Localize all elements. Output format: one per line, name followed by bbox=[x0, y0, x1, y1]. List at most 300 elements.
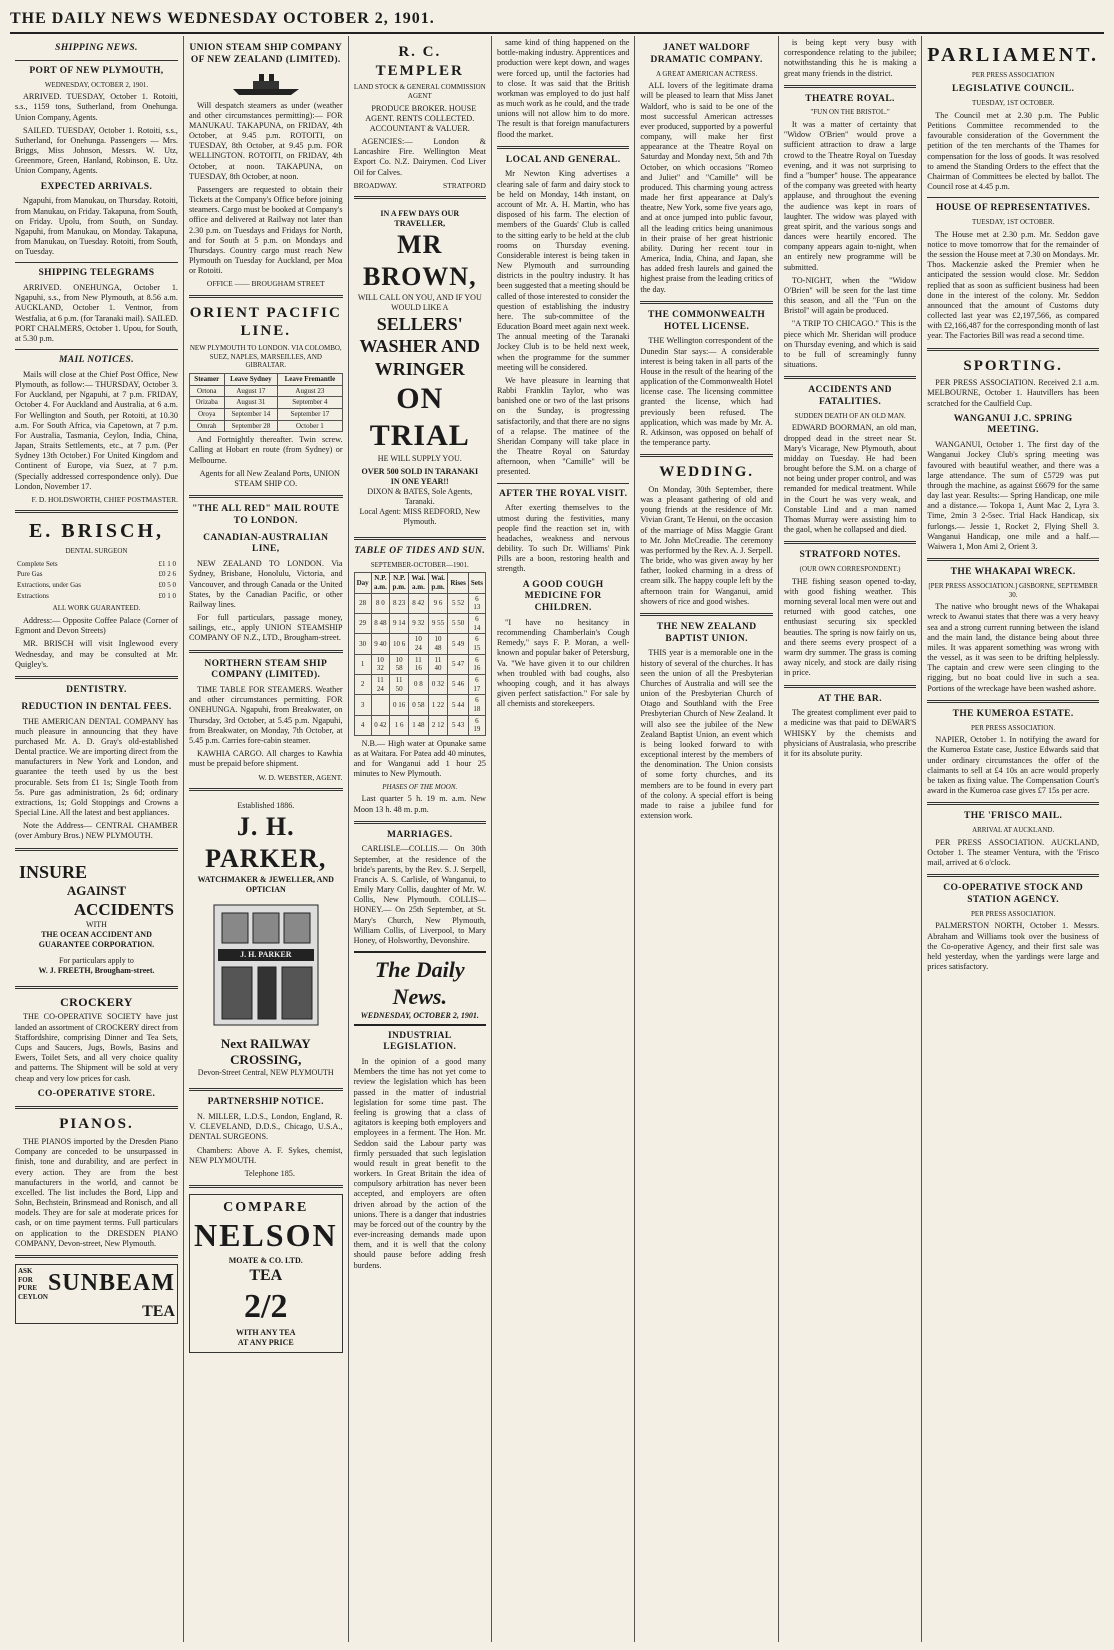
table-cell: 5 49 bbox=[448, 634, 469, 654]
table-cell: 6 19 bbox=[468, 715, 485, 735]
table-cell: 5 43 bbox=[448, 715, 469, 735]
table-cell: September 28 bbox=[224, 420, 278, 432]
divider bbox=[189, 295, 343, 298]
table-cell: Omrah bbox=[189, 420, 224, 432]
sporting-heading: SPORTING. bbox=[963, 357, 1063, 374]
cough-medicine-heading: A GOOD COUGH MEDICINE FOR CHILDREN. bbox=[522, 579, 604, 614]
partnership-chambers: Chambers: Above A. F. Sykes, chemist, NEW PLYMOUTH. bbox=[188, 1145, 343, 1165]
column-5 bbox=[635, 36, 778, 1642]
table-cell: Orizaba bbox=[189, 397, 224, 409]
parliament-heading: PARLIAMENT. bbox=[927, 44, 1099, 66]
table-row bbox=[354, 695, 485, 715]
sunbeam-tea-ad bbox=[15, 1264, 178, 1325]
local-general-heading: LOCAL AND GENERAL. bbox=[505, 154, 621, 165]
table-row bbox=[354, 613, 485, 633]
dixon-bates: DIXON & BATES, Sole Agents, Taranaki. bbox=[367, 487, 473, 507]
frisco-mail-subtitle: ARRIVAL AT AUCKLAND. bbox=[972, 826, 1055, 835]
table-cell: 8 23 bbox=[390, 593, 409, 613]
tides-column-header: Rises bbox=[448, 573, 469, 593]
insure-text: INSURE bbox=[19, 861, 88, 882]
table-cell: 1 48 bbox=[409, 715, 429, 735]
sailed-text: SAILED. TUESDAY, October 1. Rotoiti, s.s., Sutherland, for Onehunga. Passengers — Mrs. Briggs, Miss Johnson, Messrs. W. Utz, Greenmore, Green, Hanland, Robinson, E. Utz. Union Company, Agents. bbox=[15, 125, 178, 176]
all-red-heading: "THE ALL RED" MAIL ROUTE TO LONDON. bbox=[192, 504, 340, 526]
port-date: WEDNESDAY, OCTOBER 2, 1901. bbox=[44, 80, 149, 89]
editorial-continued: same kind of thing happened on the bottle-making industry. Apprentices and production were kept down, and wages were forced up, until the factories had to close. It was said that the British workman was employed to do just half as much work as he could, and the trade unions will not allow him to do more. The result is that foreign manufacturers flood the market. bbox=[496, 38, 630, 139]
northern-agent: W. D. WEBSTER, AGENT. bbox=[258, 772, 343, 782]
divider bbox=[15, 262, 178, 263]
divider bbox=[640, 454, 772, 457]
broadway-text: BROADWAY. bbox=[353, 180, 398, 190]
divider bbox=[189, 788, 343, 791]
stratford-notes-text: THE fishing season opened to-day, with good fishing weather. This morning several local men were out and returned with good catches, one enthusiast securing six speckled beauties. The spring is now fairly on us, and there seems every prospect of a warm dry summer. The grass is coming away nicely, and stock are daily rising in price. bbox=[783, 576, 917, 678]
american-dental-text: THE AMERICAN DENTAL COMPANY has much pleasure in announcing that they have purchased Mr. A. D. Gray's old-established Dental practice. We are importing direct from the manufacturers in New York and London, and guarantee the teeth used by us the best procurable. Sets from £1 1s; Single Tooth from 5s. Pure gas administration, 2s 6d; ordinary extractions, 1s; Gold Stoppings and Crowns a Special Line. All the latest and best appliances. bbox=[15, 716, 178, 818]
divider bbox=[15, 60, 178, 61]
table-cell: 0 32 bbox=[428, 674, 448, 694]
table-row bbox=[354, 654, 485, 674]
union-steam-ship-heading: UNION STEAM SHIP COMPANY OF NEW ZEALAND (LIMITED). bbox=[189, 43, 343, 65]
divider bbox=[927, 348, 1099, 351]
northern-timetable: TIME TABLE FOR STEAMERS. Weather and other circumstances permitting. FOR ONEHUNGA. Ngapuhi, from Breakwater, on Thursday, 3rd October, at 5.45 p.m. Ngapuhi, from Breakwater, on Monday, 7th October, at 5.45 p.m. Carries fore-cabin steamer. bbox=[188, 685, 343, 745]
orient-line-heading: ORIENT PACIFIC LINE. bbox=[189, 304, 342, 340]
sunbeam-ceylon-text: PURE CEYLON bbox=[18, 1284, 48, 1301]
parker-street: Devon-Street Central, NEW PLYMOUTH bbox=[197, 1068, 334, 1078]
local-general-text-2: We have pleasure in learning that Rabbi Franklin Taylor, who was banished one or two of the last prisons on the Sunday, is progressing satisfactorily, and that there are no signs of a relapse. The matinee of the Sheridan Company will take place in the Theatre Royal on Saturday afternoon, when "Camille" will be presented. bbox=[496, 375, 630, 477]
nelson-compare: COMPARE bbox=[223, 1200, 309, 1216]
table-cell: 28 bbox=[354, 593, 371, 613]
parker-subtitle: WATCHMAKER & JEWELLER, AND OPTICIAN bbox=[197, 875, 334, 895]
masthead bbox=[10, 6, 1104, 34]
price-row bbox=[15, 569, 178, 580]
brown-intro: IN A FEW DAYS OUR TRAVELLER, bbox=[380, 209, 460, 228]
union-office: OFFICE —— BROUGHAM STREET bbox=[206, 279, 325, 289]
table-cell: 0 58 bbox=[409, 695, 429, 715]
pianos-text: THE PIANOS imported by the Dresden Piano Company are conceded to be unsurpassed in finish, tone and durability, and are perfect in every action. They are from the best manufacturers in the world, and cannot be excelled. The list includes the Bord, Lipp and Sohn, Bechstein, Brinsmead and Ronisch, and all models. They are for sale at moderate prices for cash, or on time payment terms. Full particulars on application to the DRESDEN PIANO COMPANY, Devon-street, New Plymouth. bbox=[15, 1137, 178, 1248]
table-cell: 11 24 bbox=[371, 674, 390, 694]
table-cell: 6 14 bbox=[468, 613, 485, 633]
table-cell: 29 bbox=[354, 613, 371, 633]
table-cell: 8 0 bbox=[371, 593, 390, 613]
reduction-heading: REDUCTION IN DENTAL FEES. bbox=[21, 701, 172, 712]
table-cell: 10 24 bbox=[409, 634, 429, 654]
theatre-royal-subtitle: "FUN ON THE BRISTOL." bbox=[810, 108, 890, 117]
accidents-text: EDWARD BOORMAN, an old man, dropped dead in the street near St. Mary's Vicarage, New Plymouth, about midday on Tuesday. He had been brought before the S.M. on a charge of not being under proper control, and was remanded for medical treatment. While in the Court he was very weak, and Constable Lind and a man named Thomas Murray were assisting him to the gaol, when he collapsed and died. bbox=[783, 423, 917, 535]
after-royal-visit-heading: AFTER THE ROYAL VISIT. bbox=[499, 488, 628, 499]
table-row bbox=[189, 385, 342, 397]
mail-notices-heading: MAIL NOTICES. bbox=[58, 355, 135, 366]
divider bbox=[927, 874, 1099, 877]
divider bbox=[15, 1255, 178, 1258]
parker-storefront bbox=[206, 899, 326, 1032]
freeth-agent: W. J. FREETH, Brougham-street. bbox=[38, 965, 155, 975]
price-item: Extractions, under Gas bbox=[17, 581, 81, 590]
stratford-notes-heading: STRATFORD NOTES. bbox=[799, 550, 901, 561]
whakapai-wreck-heading: THE WHAKAPAI WRECK. bbox=[950, 567, 1076, 578]
guaranteed-text: ALL WORK GUARANTEED. bbox=[52, 604, 141, 613]
table-cell: 30 bbox=[354, 634, 371, 654]
divider bbox=[15, 676, 178, 679]
price-value: £1 1 0 bbox=[158, 559, 176, 568]
sellers-washer: SELLERS' WASHER AND WRINGER bbox=[359, 314, 481, 379]
accidents-heading: ACCIDENTS AND FATALITIES. bbox=[808, 385, 892, 408]
table-cell: 8 48 bbox=[371, 613, 390, 633]
tides-month: SEPTEMBER-OCTOBER—1901. bbox=[370, 560, 469, 569]
legislative-council-date: TUESDAY, 1ST OCTOBER. bbox=[972, 99, 1055, 108]
american-dental-address: Note the Address— CENTRAL CHAMBER (over Ambury Bros.) NEW PLYMOUTH. bbox=[15, 821, 178, 841]
partnership-telephone: Telephone 185. bbox=[244, 1168, 295, 1178]
price-row bbox=[15, 591, 178, 602]
tides-column-header: N.P. p.m. bbox=[390, 573, 409, 593]
divider bbox=[15, 848, 178, 851]
canadian-notes: For full particulars, passage money, sailings, etc., apply UNION STEAMSHIP COMPANY OF N.Z., LTD., Brougham-street. bbox=[188, 613, 343, 643]
shipping-news-heading: SHIPPING NEWS. bbox=[55, 43, 138, 53]
table-cell: 9 55 bbox=[428, 613, 448, 633]
port-heading: PORT OF NEW PLYMOUTH, bbox=[29, 65, 164, 76]
table-cell: September 17 bbox=[278, 408, 342, 420]
shipping-telegrams-text: ARRIVED. ONEHUNGA, October 1. Ngapuhi, s.s., from New Plymouth, at 8.56 a.m. AUCKLAND, October 1. Ventnor, from Westfalia, at 6 p.m. (for Taranaki mail). SAILED. PORT CHALMERS, October 1. Upou, for South, at 5.30 p.m. bbox=[15, 283, 178, 343]
parker-ad bbox=[189, 797, 343, 1082]
accidents-text: ACCIDENTS bbox=[73, 900, 174, 919]
janet-waldorf-text: ALL lovers of the legitimate drama will be pleased to learn that Miss Janet Waldorf, who is said to be one of the most successful American actresses ever produced, supported by a powerful company, will make her first appearance at the Theatre Royal on Saturday and Monday next, 5th and 7th October, on which occasions "Romeo and Juliet" and "Camille" will be produced. This charming young actress made her first appearance at Daly's theatre, New York, some five years ago, and at once jumped into public favour, all the leading critics being unanimous in their praise of her great histrionic ability. During her recent tour in America, India, China, and Japan, she has added fresh laurels and gained the highest praise from the leading critics of the day. bbox=[640, 81, 773, 294]
house-representatives-date: TUESDAY, 1ST OCTOBER. bbox=[972, 218, 1055, 227]
coop-agency-text: PALMERSTON NORTH, October 1. Messrs. Abraham and Williams took over the business of the Co-operative Agency, and their first sale was held yesterday, when the yardings were large and prices satisfactory. bbox=[927, 921, 1099, 972]
wanganui-meeting-text: WANGANUI, October 1. The first day of the Wanganui Jockey Club's spring meeting was favoured with beautiful weather, and there was a large attendance. The sum of £5729 was put through the machine, as against £6679 for the same day last year. Results:— Spring Handicap, one mile and a distance.— Tokopa 1, Aunt Mac 2, Lyra 3. Time, 2min 3 2-5sec. Trial Hack Handicap, six furlongs.— Jessie 1, Rocket 2, Flying Shell 3. Wanganui Handicap, one mile and a half.— Waiwera 1, Mon Ami 2, Orient 3. bbox=[927, 440, 1099, 551]
table-row bbox=[189, 408, 342, 420]
mail-notices-text: Mails will close at the Chief Post Office, New Plymouth, as follow:— THURSDAY, October 3. For Auckland, per Ngapuhi, at 7 p.m. FRIDAY, October 4. For Auckland and Australia, at 6 a.m. For Wellington and South, per Rotoiti, at 10.30 a.m. For South Africa, via Capetown, at 7 p.m. For Australia, Tasmania, Ceylon, India, China, Japan, Straits Settlements, etc., at 7 p.m. (Per Sydney 13th October.) For United Kingdom and Continent of Europe, via Suez, at 7 p.m. (Specially addressed correspondence only). Due London, November 17. bbox=[15, 369, 178, 491]
janet-waldorf-heading: JANET WALDORF DRAMATIC COMPANY. bbox=[650, 43, 763, 65]
divider bbox=[15, 1106, 178, 1109]
divider bbox=[354, 537, 486, 540]
theatre-royal-heading: THEATRE ROYAL. bbox=[805, 93, 895, 104]
tides-column-header: Sets bbox=[468, 573, 485, 593]
table-cell: 6 13 bbox=[468, 593, 485, 613]
orient-route: NEW PLYMOUTH TO LONDON. VIA COLOMBO, SUEZ, NAPLES, MARSEILLES, AND GIBRALTAR. bbox=[189, 343, 342, 370]
kumeroa-estate-subtitle: PER PRESS ASSOCIATION. bbox=[971, 723, 1056, 732]
table-cell: August 31 bbox=[224, 397, 278, 409]
marriages-text: CARLISLE—COLLIS.— On 30th September, at the residence of the bride's parents, by the Rev. S. J. Serpell, Francis A. S. Carlisle, of Wanganui, to Emily Mary Collis, daughter of Mr. W. Collis, New Plymouth. COLLIS—HONEY.— On 25th September, at St. Mary's Church, New Plymouth, William Collis, of Liverpool, to Mary Honey, of Holsworthy, Devonshire. bbox=[353, 844, 486, 945]
table-cell: 10 48 bbox=[428, 634, 448, 654]
orient-sailing-table bbox=[189, 373, 343, 432]
kumeroa-estate-text: NAPIER, October 1. In notifying the award for the Kumeroa Estate case, Justice Edwards said that under ordinary circumstances the offer of the claimants to sell at £4 10s an acre would properly be taken as fixing value. The Compensation Court's award in the Kumeroa case gives £7 15s per acre. bbox=[927, 735, 1099, 796]
crockery-text: THE CO-OPERATIVE SOCIETY have just landed an assortment of CROCKERY direct from Staffordshire, comprising Dinner and Tea Sets, Cups and Saucers, Jugs, Bowls, Basins and Ewers, Toilet Sets, and all very choice quality and patterns. The Shipment will be sold at very cheap and very low prices for cash. bbox=[15, 1012, 178, 1083]
theatre-royal-text: It was a matter of certainty that "Widow O'Brien" would prove a sufficient attraction to draw a large crowd to the Theatre Royal on Tuesday evening, and it was not surprising to find a "bumper" house. The appearance of the company was greeted with hearty applause, and throughout the evening the audience was kept in roars of laughter. The widow was played with great spirit, and the various songs and dances were heartily encored. The company appears again to-night, when an entirely new programme will be submitted. bbox=[783, 120, 917, 272]
expected-arrivals-text: Ngapuhi, from Manukau, on Thursday. Rotoiti, from Manukau, on Friday. Takapuna, from South, on Friday. Upolu, from South, on Sunday. Ngapuhi, from Manukau, on Monday. Takapuna, from Manukau, on Tuesday. Rotoiti, from South, on Tuesday. bbox=[15, 196, 178, 257]
nelson-tea-word: TEA bbox=[249, 1267, 283, 1285]
tides-note: N.B.— High water at Opunake same as at Waitara. For Patea add 40 minutes, and for Wanganui add 1 hour 25 minutes to New Plymouth. bbox=[353, 738, 486, 779]
table-cell: 0 42 bbox=[371, 715, 390, 735]
coop-store-name: CO-OPERATIVE STORE. bbox=[37, 1088, 156, 1099]
price-row bbox=[15, 580, 178, 591]
table-cell: 1 bbox=[354, 654, 371, 674]
price-item: Complete Sets bbox=[17, 559, 58, 568]
commonwealth-hotel-heading: THE COMMONWEALTH HOTEL LICENSE. bbox=[648, 309, 766, 332]
wedding-heading: WEDDING. bbox=[659, 464, 755, 481]
continued-text: is being kept very busy with correspondence relating to the jubilee; notwithstanding this he is making a great many friends in the district. bbox=[783, 38, 917, 78]
table-cell: 9 32 bbox=[409, 613, 429, 633]
baptist-union-text: THIS year is a memorable one in the history of several of the churches. It has seen the union of all the Presbyterian Churches of Australia and will see the union of the Presbyterian Church of Otago and Southland with the Free Presbyterian Church of New Zealand. It will also see the jubilee of the New Zealand Baptist Union, an event which is being looked forward to with exceptional interest by the members of the denomination. The Union consists of some forty churches, and its members are to be found in every part of the colony. A special effort is being made to raise a jubilee fund for extension work. bbox=[640, 648, 773, 821]
divider bbox=[784, 685, 916, 688]
table-cell: 11 16 bbox=[409, 654, 429, 674]
divider bbox=[497, 483, 629, 484]
ocean-corporation: THE OCEAN ACCIDENT AND GUARANTEE CORPORATION. bbox=[38, 929, 155, 949]
divider bbox=[189, 1088, 343, 1091]
templer-agencies: AGENCIES:— London & Lancashire Fire. Wellington Meat Export Co. N.Z. Dairymen. Cod Liver Oil for Calves. bbox=[353, 137, 486, 177]
masthead-title: THE DAILY NEWS WEDNESDAY OCTOBER 2, 1901. bbox=[10, 10, 435, 27]
table-cell: August 17 bbox=[224, 385, 278, 397]
divider bbox=[927, 558, 1099, 561]
nelson-any-price: AT ANY PRICE bbox=[237, 1337, 294, 1347]
table-row bbox=[354, 634, 485, 654]
brisch-subtitle: DENTAL SURGEON bbox=[65, 547, 128, 556]
tides-column-header: Day bbox=[354, 573, 371, 593]
nelson-price: 2/2 bbox=[244, 1287, 288, 1325]
whakapai-wreck-subtitle: [PER PRESS ASSOCIATION.] GISBORNE, SEPTEMBER 30. bbox=[928, 581, 1098, 599]
moon-heading: PHASES OF THE MOON. bbox=[382, 782, 458, 791]
table-cell: 9 6 bbox=[428, 593, 448, 613]
legislative-council-heading: LEGISLATIVE COUNCIL. bbox=[951, 84, 1075, 95]
at-the-bar-heading: AT THE BAR. bbox=[818, 693, 882, 704]
dental-price-list bbox=[15, 559, 178, 602]
divider bbox=[927, 197, 1099, 198]
table-cell: Oroya bbox=[189, 408, 224, 420]
templer-name: R. C. TEMPLER bbox=[375, 44, 464, 79]
orient-column-header: Leave Sydney bbox=[224, 373, 278, 385]
sellers-washer-ad bbox=[354, 205, 486, 531]
storefront-illustration-icon bbox=[206, 899, 326, 1029]
nelson-company: MOATE & CO. LTD. bbox=[228, 1256, 303, 1266]
industrial-text: In the opinion of a good many Members the time has not yet come to review the legislation which has been passed in the matter of industrial legislation for some time past. The feeling is growing that a class of agitators is keeping both employers and employees in a ferment. The Hon. Mr. Seddon said the Labour party was firmly persuaded that such legislation would result in great benefit to the workers. In Great Britain the idea of compulsory arbitration has never been accepted, and employers are often driven abroad by the action of the unions. There is a danger that industries may be forced out of the country by the ever-increasing demands made upon them, and it is well that the colony should pause before adding fresh burdens. bbox=[353, 1057, 486, 1270]
tides-column-header: N.P. a.m. bbox=[371, 573, 390, 593]
dentistry-heading: DENTISTRY. bbox=[66, 684, 127, 695]
stratford-text: STRATFORD bbox=[443, 180, 486, 190]
expected-arrivals-heading: EXPECTED ARRIVALS. bbox=[40, 181, 153, 192]
table-row bbox=[354, 593, 485, 613]
tides-table bbox=[354, 572, 486, 736]
divider bbox=[927, 802, 1099, 805]
divider bbox=[640, 301, 772, 304]
sunbeam-tea-word: TEA bbox=[142, 1302, 175, 1320]
accidents-subtitle: SUDDEN DEATH OF AN OLD MAN. bbox=[794, 411, 906, 420]
northern-steam-heading: NORTHERN STEAM SHIP COMPANY (LIMITED). bbox=[204, 658, 328, 681]
table-cell: 6 16 bbox=[468, 654, 485, 674]
brisch-address: Address:— Opposite Coffee Palace (Corner of Egmont and Devon Streets) bbox=[15, 616, 178, 636]
partnership-heading: PARTNERSHIP NOTICE. bbox=[207, 1097, 324, 1108]
divider bbox=[354, 196, 486, 199]
canadian-route: NEW ZEALAND TO LONDON. Via Sydney, Brisbane, Honolulu, Victoria, and Vancouver, and through Canada or the United States, by the Canadian Pacific, or other Railway lines. bbox=[188, 559, 343, 609]
caulfield-cup-text: PER PRESS ASSOCIATION. Received 2.1 a.m. MELBOURNE, October 1. Hautvillers has been scratched for the Caulfield Cup. bbox=[927, 378, 1099, 408]
table-cell: Ortona bbox=[189, 385, 224, 397]
table-cell: 5 50 bbox=[448, 613, 469, 633]
brisch-note: MR. BRISCH will visit Inglewood every Wednesday, and may be consulted at Mr. Quigley's. bbox=[15, 639, 178, 669]
orient-notes: And Fortnightly thereafter. Twin screw. Calling at Hobart en route (from Sydney) or Melbourne. bbox=[188, 435, 343, 465]
stratford-notes-subtitle: (OUR OWN CORRESPONDENT.) bbox=[799, 565, 901, 574]
table-cell: October 1 bbox=[278, 420, 342, 432]
table-cell: 4 bbox=[354, 715, 371, 735]
local-agent: Local Agent: MISS REDFORD, New Plymouth. bbox=[359, 506, 481, 526]
table-cell: 5 47 bbox=[448, 654, 469, 674]
steamship-icon bbox=[231, 71, 301, 97]
column-1 bbox=[10, 36, 184, 1642]
pianos-heading: PIANOS. bbox=[59, 1116, 134, 1133]
parker-established: Established 1886. bbox=[237, 800, 295, 810]
table-cell: August 23 bbox=[278, 385, 342, 397]
table-cell: September 14 bbox=[224, 408, 278, 420]
wedding-text: On Monday, 30th September, there was a pleasant gathering of old and young friends at the residence of Mr. Vivian Grant, Te Henui, on the occasion of the marriage of Miss Maggie Grant to Mr. John McCreadie. The ceremony was performed by the Rev. A. J. Serpell. The bride, who was given away by her father, looked charming in a dress of cream silk. The happy couple left by the afternoon train for Wanganui, amid showers of rice and good wishes. bbox=[640, 484, 773, 606]
house-representatives-text: The House met at 2.30 p.m. Mr. Seddon gave notice to move tomorrow that for the remainder of the session the House meet at 7.30 on Mondays. Mr. Thos. Mackenzie asked the Premier when he anticipated the session would close. Mr. Seddon replied that as soon as sufficient business had been done in the interest of the colony. Mr. Seddon announced that the amount of Customs duty collected last year was £2,197,566, as compared with £2,166,487 for the corresponding month of last year. The Factories Bill was read a second time. bbox=[927, 229, 1099, 341]
table-cell: 2 12 bbox=[428, 715, 448, 735]
at-the-bar-text: The greatest compliment ever paid to a medicine was that paid to DEWAR'S WHISKY by the chemists and physicians of Australasia, who prescribe it for its absolute purity. bbox=[783, 708, 917, 758]
commonwealth-hotel-text: THE Wellington correspondent of the Dunedin Star says:— A considerable interest is being taken in all parts of the House in the result of the hearing of the application of the Commonwealth Hotel license case. The licensing committee granted the license, which had previously been refused. The application, which was made by Mr. A. R. Atkinson, was opposed on behalf of the temperance party. bbox=[640, 336, 773, 448]
divider bbox=[189, 1185, 343, 1188]
local-general-text: Mr Newton King advertises a clearing sale of farm and dairy stock to be held on Monday, 14th instant, on account of Mr. A. H. Martin, who has disposed of his farm. The election of members of the Guards' Club is called to the sitting early to be held at the club rooms on Thursday evening. Considerable interest is being taken in New Plymouth and surrounding districts in the poultry industry. It has been suggested that a meeting should be called of those interested to consider the question of establishing the industry here. The sub-committee of the Education Board meet again next week. The annual meeting of the Taranaki Jockey Club is to be held next week, when the programme for the summer meeting will be considered. bbox=[496, 169, 630, 372]
particulars-text: For particulars apply to bbox=[59, 955, 134, 965]
frisco-mail-text: PER PRESS ASSOCIATION. AUCKLAND, October 1. The steamer Ventura, with the 'Frisco mail, arrived at 6 o'clock. bbox=[927, 837, 1099, 868]
nelson-any-tea: WITH ANY TEA bbox=[235, 1328, 296, 1338]
over-500-sold: OVER 500 SOLD IN TARANAKI IN ONE YEAR!! bbox=[361, 467, 479, 487]
after-royal-visit-text: After exerting themselves to the utmost during the festivities, many people find the reaction set in, with headaches, weakness and nervous debility. To such Dr. Williams' Pink Pills are a boon, restoring health and strength. bbox=[496, 503, 630, 574]
column-2 bbox=[184, 36, 349, 1642]
parker-name: J. H. PARKER, bbox=[205, 811, 327, 873]
baptist-union-heading: THE NEW ZEALAND BAPTIST UNION. bbox=[656, 621, 757, 644]
table-cell: 0 8 bbox=[409, 674, 429, 694]
table-cell: 8 42 bbox=[409, 593, 429, 613]
frisco-mail-heading: THE 'FRISCO MAIL. bbox=[963, 811, 1063, 822]
cough-medicine-text: "I have no hesitancy in recommending Chamberlain's Cough Remedy," says F. P. Moran, a well-known and popular baker of Petersburg, Va. "We have given it to our children when troubled with bad coughs, also whooping cough, and it has always given perfect satisfaction." For sale by all chemists and storekeepers. bbox=[496, 617, 630, 709]
moon-phases: Last quarter 5 h. 19 m. a.m. New Moon 13 h. 48 m. p.m. bbox=[353, 794, 486, 814]
price-value: £0 2 6 bbox=[158, 570, 176, 579]
column-6 bbox=[779, 36, 922, 1642]
union-notes: Passengers are requested to obtain their Tickets at the Company's Office before joining steamers. Cargo must be booked at Company's office and delivered at Railway not later than 2.30 p.m. on Tuesdays and Fridays for North, and for South at 5 p.m. on Mondays and Thursdays. Country cargo must reach New Plymouth on Tuesday for Auckland, per Moa or Rotoiti. bbox=[188, 184, 343, 276]
table-row bbox=[354, 674, 485, 694]
templer-location bbox=[354, 181, 486, 190]
daily-news-logo bbox=[354, 951, 486, 1025]
table-row bbox=[189, 397, 342, 409]
trip-chicago-text: "A TRIP TO CHICAGO." This is the piece which Mr. Sheridan will produce on Thursday evening, and which is said to be full of screamingly funny situations. bbox=[783, 319, 917, 370]
kumeroa-estate-heading: THE KUMEROA ESTATE. bbox=[952, 708, 1074, 719]
insurance-ad bbox=[15, 857, 178, 980]
tides-heading: TABLE OF TIDES AND SUN. bbox=[354, 545, 486, 556]
tides-column-header: Wai. p.m. bbox=[428, 573, 448, 593]
divider bbox=[784, 376, 916, 379]
table-cell: 9 40 bbox=[371, 634, 390, 654]
table-cell: 11 40 bbox=[428, 654, 448, 674]
column-4 bbox=[492, 36, 635, 1642]
table-cell: 10 32 bbox=[371, 654, 390, 674]
against-text: AGAINST bbox=[66, 882, 127, 898]
tonight-text: TO-NIGHT, when the "Widow O'Brien" will be seen for the last time this season, and all the "Fun on the Bristol" will again be produced. bbox=[783, 275, 917, 316]
table-cell: 5 46 bbox=[448, 674, 469, 694]
newspaper-columns bbox=[10, 36, 1104, 1642]
table-cell: 1 6 bbox=[390, 715, 409, 735]
table-cell: 2 bbox=[354, 674, 371, 694]
will-supply: HE WILL SUPPLY YOU. bbox=[377, 454, 462, 464]
coop-agency-subtitle: PER PRESS ASSOCIATION. bbox=[971, 909, 1056, 918]
divider bbox=[15, 349, 178, 350]
divider bbox=[497, 146, 629, 149]
table-cell: 5 44 bbox=[448, 695, 469, 715]
industrial-heading: INDUSTRIAL LEGISLATION. bbox=[383, 1030, 457, 1053]
legislative-council-text: The Council met at 2.30 p.m. The Public Petitions Committee recommended to the favourable consideration of the Government the petition of the ten merchants of the Thames for compensation for the loss of goods. It was resolved to amend the Standing Orders to the effect that the Chairman of Committees be elected by ballot. The Council rose at 4.45 p.m. bbox=[927, 110, 1099, 192]
house-representatives-heading: HOUSE OF REPRESENTATIVES. bbox=[936, 203, 1091, 214]
brown-will-call: WILL CALL ON YOU, AND IF YOU WOULD LIKE A bbox=[357, 293, 482, 313]
divider bbox=[189, 650, 343, 653]
orient-agents: Agents for all New Zealand Ports, UNION STEAM SHIP CO. bbox=[199, 468, 340, 488]
parker-store-sign: J. H. PARKER bbox=[240, 950, 292, 959]
arrived-text: ARRIVED. TUESDAY, October 1. Rotoiti, s.s., 1159 tons, Sutherland, from Onehunga. Union Company, Agents. bbox=[15, 92, 178, 122]
divider bbox=[784, 541, 916, 544]
sunbeam-ask-text: ASK FOR bbox=[18, 1266, 33, 1284]
column-3 bbox=[349, 36, 492, 1642]
price-row bbox=[15, 559, 178, 570]
table-cell: 10 58 bbox=[390, 654, 409, 674]
price-item: Pure Gas bbox=[17, 570, 43, 579]
coop-agency-heading: CO-OPERATIVE STOCK AND STATION AGENCY. bbox=[943, 883, 1084, 905]
divider bbox=[784, 85, 916, 88]
with-text: WITH bbox=[86, 920, 107, 930]
daily-news-title: The Daily News. bbox=[374, 957, 465, 1010]
table-cell: 0 16 bbox=[390, 695, 409, 715]
table-cell: 10 6 bbox=[390, 634, 409, 654]
table-row bbox=[354, 715, 485, 735]
table-cell: 6 15 bbox=[468, 634, 485, 654]
price-value: £0 1 0 bbox=[158, 591, 176, 600]
column-7 bbox=[922, 36, 1104, 1642]
nelson-tea-ad bbox=[189, 1194, 343, 1353]
shipping-telegrams-heading: SHIPPING TELEGRAMS bbox=[38, 268, 155, 279]
price-item: Extractions bbox=[17, 591, 49, 600]
nelson-brand: NELSON bbox=[193, 1217, 338, 1254]
divider bbox=[15, 986, 178, 989]
tides-column-header: Wai. a.m. bbox=[409, 573, 429, 593]
union-schedule: Will despatch steamers as under (weather and other circumstances permitting):— FOR MANUKAU. TAKAPUNA, on FRIDAY, 4th October, at 9.45 p.m. ROTOITI, on TUESDAY, 8th October, at 9.45 p.m. FOR WELLINGTON. ROTOITI, on FRIDAY, 4th October, at noon. TAKAPUNA, on TUESDAY, 8th October, at noon. bbox=[188, 100, 343, 181]
divider bbox=[189, 495, 343, 498]
price-value: £0 5 0 bbox=[158, 581, 176, 590]
brisch-name: E. BRISCH, bbox=[28, 520, 164, 543]
templer-services: PRODUCE BROKER. HOUSE AGENT. RENTS COLLECTED. ACCOUNTANT & VALUER. bbox=[365, 103, 477, 133]
table-cell: 9 14 bbox=[390, 613, 409, 633]
table-cell: 11 50 bbox=[390, 674, 409, 694]
table-cell: 1 22 bbox=[428, 695, 448, 715]
divider bbox=[354, 821, 486, 824]
orient-column-header: Leave Fremantle bbox=[278, 373, 342, 385]
whakapai-wreck-text: The native who brought news of the Whakapai wreck to Awanui states that there was a very heavy sea and a strong current running between the island and the main land, the distance being about three miles. It was apparent something was wrong with the vessel, as it was seen to be drifting helplessly. The captain and crew were seen clinging to the rigging, but no boat could live in such a sea. Portions of the wreckage have been washed ashore. bbox=[927, 602, 1099, 693]
partnership-text: N. MILLER, L.D.S., London, England, R. V. CLEVELAND, D.D.S., Chicago, U.S.A., DENTAL SURGEONS. bbox=[188, 1112, 343, 1142]
sunbeam-brand: SUNBEAM bbox=[47, 1270, 175, 1297]
table-cell: 6 18 bbox=[468, 695, 485, 715]
table-cell: September 4 bbox=[278, 397, 342, 409]
parliament-subtitle: PER PRESS ASSOCIATION bbox=[971, 70, 1055, 79]
divider bbox=[15, 510, 178, 513]
table-row bbox=[189, 420, 342, 432]
crockery-heading: CROCKERY bbox=[60, 994, 133, 1009]
brown-name: MR BROWN, bbox=[362, 229, 477, 292]
divider bbox=[640, 613, 772, 616]
templer-subtitle: LAND STOCK & GENERAL COMMISSION AGENT bbox=[353, 83, 486, 100]
table-cell: 3 bbox=[354, 695, 371, 715]
kawhia-cargo-note: KAWHIA CARGO. All charges to Kawhia must be prepaid before shipment. bbox=[188, 749, 343, 769]
orient-column-header: Steamer bbox=[189, 373, 224, 385]
postmaster-signature: F. D. HOLDSWORTH, CHIEF POSTMASTER. bbox=[31, 495, 178, 504]
divider bbox=[927, 700, 1099, 703]
parker-location: Next RAILWAY CROSSING, bbox=[220, 1036, 311, 1068]
table-cell bbox=[371, 695, 390, 715]
table-cell: 5 52 bbox=[448, 593, 469, 613]
wanganui-meeting-heading: WANGANUI J.C. SPRING MEETING. bbox=[953, 413, 1073, 436]
table-cell: 6 17 bbox=[468, 674, 485, 694]
marriages-heading: MARRIAGES. bbox=[387, 829, 453, 840]
janet-waldorf-subtitle: A GREAT AMERICAN ACTRESS. bbox=[655, 69, 758, 78]
on-trial: ON TRIAL bbox=[369, 382, 470, 453]
daily-news-date: WEDNESDAY, OCTOBER 2, 1901. bbox=[360, 1010, 479, 1020]
